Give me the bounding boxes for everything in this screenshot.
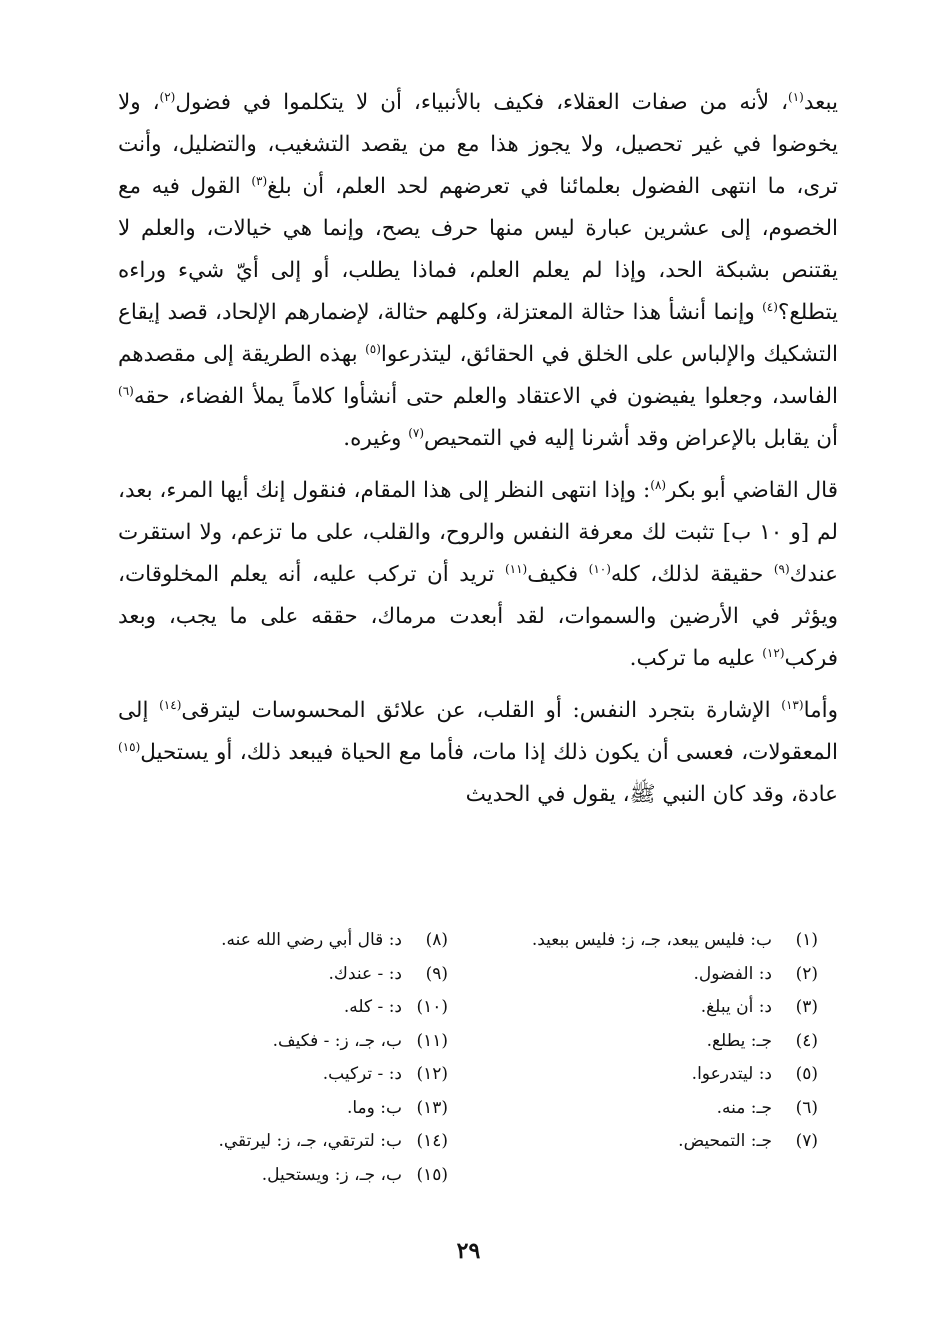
footnote-number: (٦) <box>795 1097 818 1118</box>
footnote-item <box>118 1092 448 1126</box>
paragraph-text: القول فيه مع الخصوم، إلى عشرين عبارة ليس منها حرف يصح، وإنما هي خيالات، والعلم لا يقتنص بشبكة الحد، وإذا لم يعلم العلم، فماذا يطلب، أو إلى أيّ شيء وراءه يتطلع؟ <box>118 174 838 325</box>
footnote-text: ب: لترتقي، جـ، ز: ليرتقي. <box>218 1131 402 1151</box>
footnote-number: (١٣) <box>416 1097 448 1118</box>
footnotes <box>118 924 818 1192</box>
footnote-reference: (١٠) <box>588 561 611 576</box>
footnote-item <box>488 1058 818 1092</box>
main-text <box>118 82 838 816</box>
footnote-text: جـ: يطلع. <box>706 1030 772 1051</box>
footnote-number: (١٤) <box>416 1131 448 1151</box>
footnote-number: (١٥) <box>416 1164 448 1185</box>
footnote-item <box>118 1025 448 1059</box>
footnote-text: د: قال أبي رضي الله عنه. <box>221 930 402 950</box>
footnote-item <box>488 991 818 1025</box>
footnote-number: (٤) <box>795 1030 818 1051</box>
paragraph-text: وغيره. <box>343 426 409 451</box>
footnote-reference: (٤) <box>762 299 778 314</box>
footnote-text: ب، جـ، ز: - فكيف. <box>272 1030 402 1051</box>
footnote-reference: (١٥) <box>118 739 141 754</box>
footnote-text: د: الفضول. <box>693 963 772 984</box>
paragraph-text: قال القاضي أبو بكر <box>666 478 839 503</box>
paragraph-text: وأما <box>803 698 838 723</box>
footnote-item <box>488 1125 818 1159</box>
footnote-text: د: - تركيب. <box>322 1064 402 1084</box>
footnote-reference: (٧) <box>408 425 425 440</box>
paragraph-text: أن يقابل بالإعراض وقد أشرنا إليه في التمحيص <box>424 426 838 451</box>
footnote-item <box>488 924 818 958</box>
paragraph-text: حقيقة لذلك، كله <box>610 562 774 587</box>
paragraph-text: الإشارة بتجرد النفس: أو القلب، عن علائق المحسوسات ليترقى <box>181 698 782 723</box>
footnote-item <box>488 958 818 992</box>
footnote-item <box>118 1058 448 1092</box>
footnote-reference: (٢) <box>159 89 176 104</box>
footnote-reference: (١٢) <box>762 645 785 660</box>
paragraph-text: فكيف <box>527 562 589 587</box>
footnote-number: (١٢) <box>416 1064 448 1084</box>
footnote-item <box>118 958 448 992</box>
paragraph <box>118 82 838 460</box>
footnote-text: جـ: منه. <box>716 1097 772 1118</box>
footnote-reference: (١٤) <box>159 697 182 712</box>
footnote-reference: (٦) <box>118 383 134 398</box>
footnote-number: (٩) <box>425 963 448 984</box>
footnote-number: (١٠) <box>416 997 448 1017</box>
footnotes-right-column <box>488 924 818 1192</box>
footnote-text: د: أن يبلغ. <box>700 997 772 1017</box>
paragraph-text: تريد أن تركب عليه، أنه يعلم المخلوقات، ويؤثر في الأرضين والسموات، لقد أبعدت مرماك، حققه على ما يجب، وبعد فركب <box>118 562 838 671</box>
footnote-reference: (١) <box>788 89 804 104</box>
footnote-item <box>118 991 448 1025</box>
footnotes-left-column <box>118 924 448 1192</box>
footnote-item <box>118 1159 448 1193</box>
footnote-reference: (٨) <box>650 477 667 492</box>
footnote-text: د: ليتدرعوا. <box>691 1064 772 1084</box>
footnote-text: جـ: التمحيض. <box>678 1131 772 1151</box>
footnote-number: (٨) <box>425 930 448 950</box>
footnote-number: (٢) <box>795 963 818 984</box>
paragraph-text: يبعد <box>803 90 838 115</box>
footnote-reference: (١٣) <box>781 697 804 712</box>
footnote-number: (٧) <box>795 1131 818 1151</box>
footnote-item <box>488 1025 818 1059</box>
paragraph-text: وإنما أنشأ هذا حثالة المعتزلة، وكلهم حثالة، لإضمارهم الإلحاد، قصد إيقاع التشكيك والإلباس على الخلق في الحقائق، ليتذرعوا <box>118 300 838 367</box>
footnote-reference: (٩) <box>773 561 790 576</box>
footnote-number: (٥) <box>795 1064 818 1084</box>
footnote-item <box>118 1125 448 1159</box>
footnote-text: د: - عندك. <box>328 963 402 984</box>
paragraph-text: : وإذا انتهى النظر إلى هذا المقام، فنقول إنك أيها المرء، بعد، لم [و ١٠ ب] تثبت لك معرفة النفس والروح، والقلب، على ما تزعم، ولا استقرت عندك <box>118 478 838 587</box>
footnote-text: ب، جـ، ز: ويستحيل. <box>261 1164 402 1185</box>
paragraph <box>118 470 838 680</box>
paragraph-text: ، لأنه من صفات العقلاء، فكيف بالأنبياء، أن لا يتكلموا في فضول <box>175 90 789 115</box>
paragraph-text: عليه ما تركب. <box>629 646 763 671</box>
footnote-reference: (٥) <box>365 341 381 356</box>
footnote-number: (١) <box>795 930 818 950</box>
footnote-item <box>488 1092 818 1126</box>
footnote-reference: (١١) <box>504 561 528 576</box>
footnote-number: (٣) <box>795 997 818 1017</box>
page-number: ٢٩ <box>456 1238 481 1264</box>
paragraph-text: ، ولا يخوضوا في غير تحصيل، ولا يجوز هذا مع من يقصد التشغيب، والتضليل، وأنت ترى، ما انتهى الفضول بعلمائنا في تعرضهم لحد العلم، أن بلغ <box>118 90 838 199</box>
footnote-item <box>118 924 448 958</box>
paragraph <box>118 690 838 816</box>
paragraph-text: عادة، وقد كان النبي ﷺ، يقول في الحديث <box>465 782 838 807</box>
paragraph-text: إلى المعقولات، فعسى أن يكون ذلك إذا مات، فأما مع الحياة فيبعد ذلك، أو يستحيل <box>118 698 838 765</box>
footnote-number: (١١) <box>416 1030 448 1051</box>
footnote-text: ب: وما. <box>346 1097 402 1118</box>
footnote-reference: (٣) <box>251 173 268 188</box>
footnote-text: د: - كله. <box>343 997 402 1017</box>
footnote-text: ب: فليس يبعد، جـ، ز: فليس ببعيد. <box>531 930 772 950</box>
paragraph-text: بهذه الطريقة إلى مقصدهم الفاسد، وجعلوا يفيضون في الاعتقاد والعلم حتى أنشأوا كلاماً يملأ الفضاء، حقه <box>118 342 838 409</box>
